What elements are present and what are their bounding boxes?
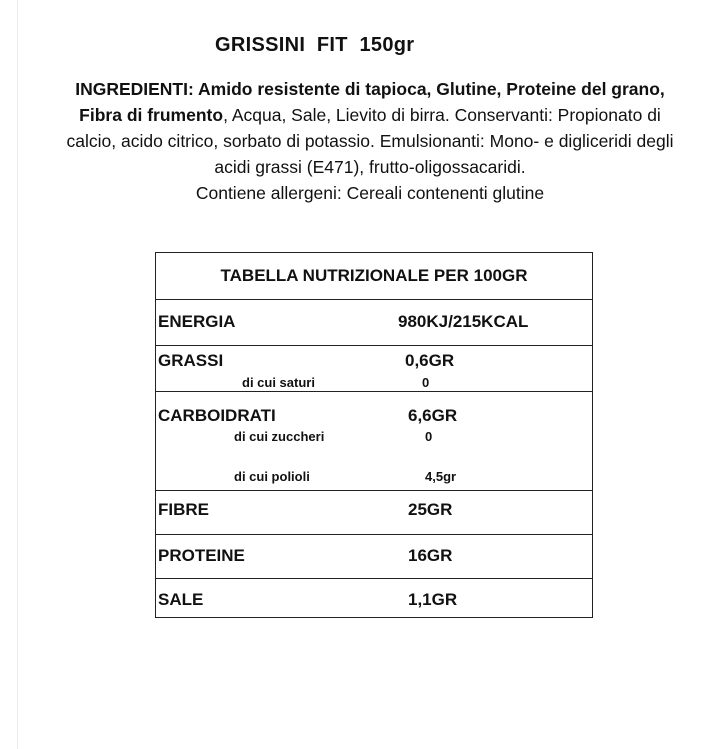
carboidrati-value: 6,6GR — [408, 406, 458, 425]
allergens-text: Contiene allergeni: Cereali contenenti glutine — [195, 183, 545, 203]
table-row-proteine — [156, 534, 592, 579]
energia-label: ENERGIA — [158, 312, 236, 331]
zuccheri-label: di cui zuccheri — [234, 429, 325, 444]
table-row-energia — [156, 299, 592, 346]
table-row-sale — [156, 578, 592, 619]
table-header-label: TABELLA NUTRIZIONALE PER 100GR — [220, 266, 528, 285]
zuccheri-value: 0 — [425, 429, 433, 444]
product-title: GRISSINI FIT 150gr — [215, 34, 415, 56]
sale-value: 1,1GR — [408, 590, 458, 609]
table-row-carboidrati — [156, 391, 592, 491]
table-header — [156, 253, 592, 299]
sale-label: SALE — [158, 590, 204, 609]
table-row-grassi — [156, 345, 592, 392]
page-edge-line — [17, 0, 18, 749]
nutrition-table — [155, 252, 593, 618]
polioli-value: 4,5gr — [425, 469, 457, 484]
energia-value: 980KJ/215KCAL — [398, 312, 529, 331]
grassi-saturi-label: di cui saturi — [242, 375, 315, 390]
grassi-saturi-value: 0 — [422, 375, 430, 390]
fibre-label: FIBRE — [158, 500, 209, 519]
carboidrati-label: CARBOIDRATI — [158, 406, 276, 425]
polioli-label: di cui polioli — [234, 469, 310, 484]
grassi-value: 0,6GR — [405, 351, 455, 370]
fibre-value: 25GR — [408, 500, 453, 519]
grassi-label: GRASSI — [158, 351, 224, 370]
proteine-value: 16GR — [408, 546, 453, 565]
table-row-fibre — [156, 490, 592, 535]
ingredients-block — [60, 76, 680, 206]
ingredients-rest: , Acqua, Sale, Lievito di birra. Conservanti: Propionato di calcio, acido citrico, sorbato di potassio. Emulsionanti: Mono- e digliceridi degli acidi grassi (E471), frutto-oligossacaridi. — [66, 105, 674, 177]
ingredients-bold: INGREDIENTI: Amido resistente di tapioca, Glutine, Proteine del grano, Fibra di frumento — [75, 79, 665, 125]
proteine-label: PROTEINE — [158, 546, 245, 565]
